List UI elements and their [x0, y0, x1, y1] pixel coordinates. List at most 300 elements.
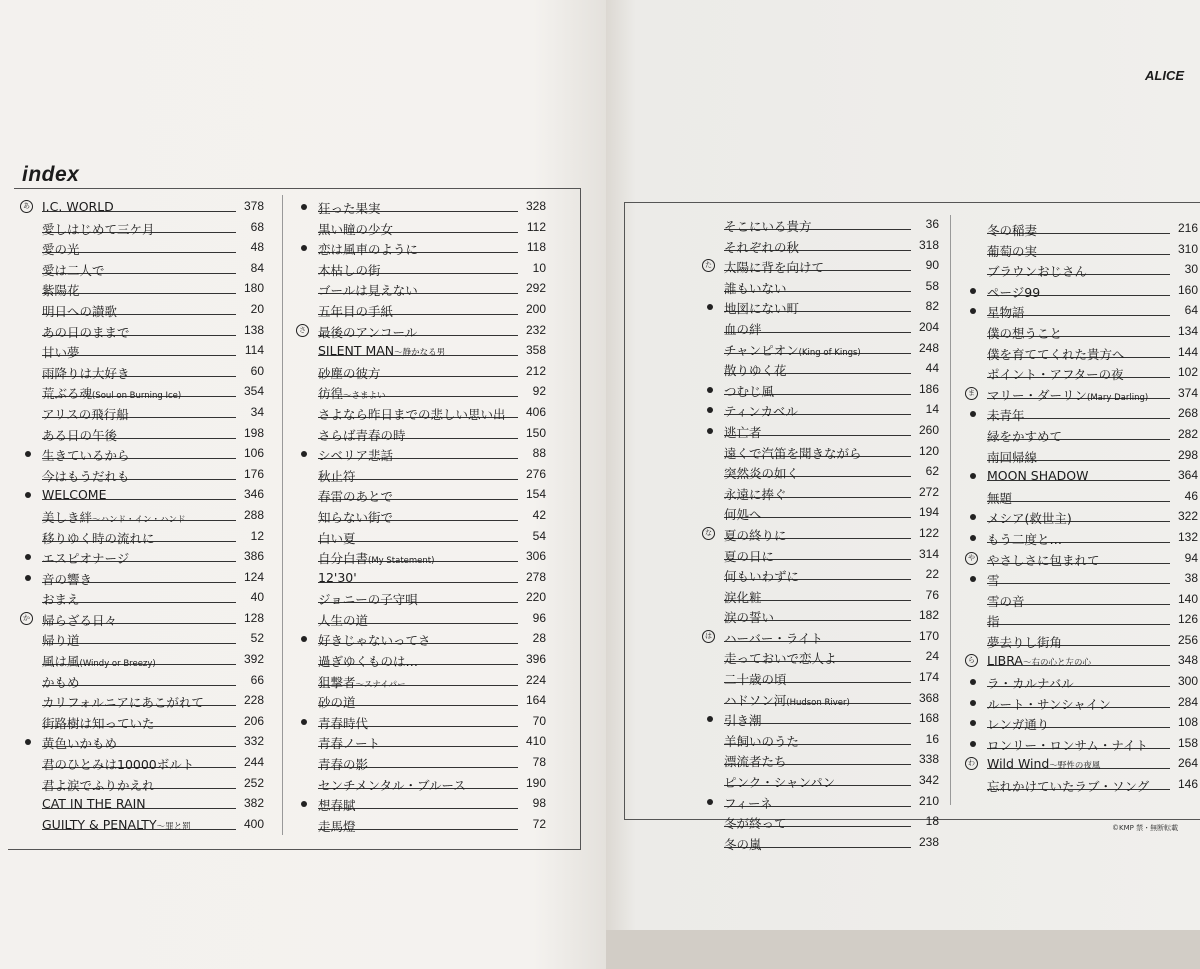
- index-entry: [987, 363, 1198, 384]
- song-title-main: アリスの飛行船: [42, 406, 129, 422]
- song-title: [42, 631, 83, 649]
- page-number: 144: [1177, 344, 1198, 359]
- index-entry: [42, 568, 264, 589]
- song-title-main: Wild Wind: [987, 756, 1050, 772]
- song-title: [318, 405, 509, 423]
- page-number: 30: [1184, 262, 1198, 277]
- index-entry: [987, 240, 1198, 261]
- index-entry: [987, 404, 1198, 425]
- bullet-dot-icon: [970, 288, 976, 294]
- song-title-main: 知らない街で: [318, 509, 394, 525]
- index-entry: [318, 300, 546, 321]
- song-title-main: メシア(救世主): [987, 511, 1072, 527]
- index-entry: [42, 485, 264, 506]
- song-title: [42, 549, 132, 567]
- index-entry: [724, 215, 939, 236]
- index-entry: [42, 506, 264, 527]
- page-number: 150: [525, 425, 546, 440]
- song-title-main: エスピオナージ: [42, 551, 130, 567]
- song-title-main: 羊飼いのうた: [724, 733, 800, 749]
- song-title-main: 走馬燈: [318, 818, 356, 834]
- song-title: [42, 570, 95, 588]
- song-title-main: 紫陽花: [42, 283, 80, 299]
- song-title-main: 春雷のあとで: [318, 489, 394, 505]
- song-title-main: 今はもうだれも: [42, 468, 130, 484]
- song-subtitle: (King of Kings): [798, 347, 861, 358]
- song-title: [987, 242, 1040, 260]
- song-title: [987, 633, 1065, 651]
- song-title: [318, 714, 371, 732]
- page-number: 406: [525, 404, 546, 419]
- song-title-main: 冬が終って: [724, 816, 787, 832]
- page-number: 216: [1177, 221, 1198, 235]
- song-title: [318, 240, 421, 258]
- page-number: 40: [250, 590, 264, 605]
- index-entry: [987, 343, 1198, 364]
- song-title: [724, 505, 765, 523]
- song-title-main: 明日への讃歌: [42, 303, 118, 319]
- index-entry: [318, 465, 546, 486]
- page-number: 102: [1177, 365, 1198, 380]
- song-title-main: 愛しはじめて三ケ月: [42, 221, 155, 237]
- song-title-main: SILENT MAN: [318, 343, 395, 359]
- index-entry: [987, 260, 1198, 281]
- song-title-main: 音の響き: [42, 571, 93, 587]
- index-entry: [42, 341, 264, 362]
- song-title-main: 二十歳の頃: [724, 672, 787, 688]
- song-title-main: ピンク・シャンパン: [724, 775, 836, 791]
- index-entry: [724, 339, 939, 360]
- song-title-main: 無題: [987, 490, 1013, 506]
- index-entry: [42, 238, 264, 259]
- page-number: 252: [243, 775, 264, 790]
- index-entry: [987, 425, 1198, 446]
- song-title-main: ハドソン河: [724, 692, 787, 708]
- index-column-4: [968, 219, 1198, 796]
- page-number: 84: [250, 260, 264, 275]
- song-title: [724, 649, 840, 667]
- song-title-main: そこにいる貴方: [724, 219, 812, 234]
- song-title: [42, 199, 117, 214]
- index-entry: [987, 713, 1198, 734]
- song-title: [724, 341, 864, 359]
- index-entry: [724, 380, 939, 401]
- song-title-main: つむじ風: [724, 383, 775, 399]
- index-entry: [318, 527, 546, 548]
- index-entry: [318, 424, 546, 445]
- section-marker: た: [702, 259, 715, 272]
- song-title: [987, 324, 1065, 342]
- song-title-main: 愛は二人で: [42, 262, 105, 278]
- song-subtitle: 〜静かなる男: [394, 348, 446, 359]
- page-number: 12: [250, 528, 264, 543]
- bullet-dot-icon: [970, 700, 976, 706]
- page-number: 186: [918, 381, 939, 396]
- song-title-main: さよなら昨日までの悲しい思い出: [318, 406, 506, 422]
- song-title-main: 狂った果実: [318, 201, 381, 216]
- song-title: [318, 673, 409, 691]
- index-entry: [724, 792, 939, 813]
- song-title-main: センチメンタル・ブルース: [318, 777, 466, 793]
- page-number: 248: [918, 340, 939, 355]
- song-title-main: 緑をかすめて: [987, 428, 1063, 444]
- song-title: [42, 487, 109, 502]
- page-number: 276: [525, 466, 546, 481]
- song-title: [724, 464, 802, 482]
- song-title-main: 美しき絆: [42, 509, 93, 525]
- page-number: 180: [243, 281, 264, 296]
- index-column-2: [299, 197, 546, 835]
- song-title: [318, 570, 360, 585]
- song-title: [318, 755, 371, 773]
- song-title: [318, 693, 359, 711]
- song-title-main: 想春賦: [318, 798, 356, 814]
- page-number: 126: [1177, 612, 1198, 627]
- song-title: [318, 652, 421, 670]
- song-title-main: ロンリー・ロンサム・ナイト: [987, 737, 1149, 753]
- index-entry: [42, 527, 264, 548]
- song-title-main: 砂の道: [318, 695, 356, 711]
- song-title: [318, 776, 469, 794]
- index-entry: [724, 730, 939, 751]
- page-number: 310: [1177, 241, 1198, 256]
- page-number: 76: [925, 587, 939, 602]
- song-subtitle: 〜右の心と左の心: [1022, 658, 1091, 669]
- page-number: 128: [243, 610, 264, 625]
- song-title-main: フィーネ: [724, 795, 773, 811]
- song-title: [987, 406, 1028, 424]
- song-title: [724, 382, 777, 400]
- page-number: 98: [532, 796, 546, 811]
- page-number: 400: [243, 816, 264, 831]
- index-entry: [42, 465, 264, 486]
- song-title-main: 葡萄の実: [987, 243, 1038, 259]
- song-title: [724, 320, 765, 338]
- page-number: 58: [925, 278, 939, 293]
- song-title: [42, 261, 108, 279]
- song-title-main: 漂流者たち: [724, 754, 787, 770]
- song-title-main: ポイント・アフターの夜: [987, 367, 1124, 383]
- song-title-main: 人生の道: [318, 612, 369, 628]
- index-entry: [42, 259, 264, 280]
- song-title-main: 君のひとみは10000ボルト: [42, 757, 195, 773]
- song-title: [724, 608, 777, 626]
- song-title: [987, 612, 1003, 630]
- index-entry: [23, 609, 264, 630]
- page-number: 190: [525, 775, 546, 790]
- song-title: [987, 551, 1103, 569]
- page-number: 88: [532, 446, 546, 461]
- page-number: 284: [1177, 694, 1198, 709]
- song-subtitle: 〜スナイパー: [355, 679, 406, 690]
- page-number: 62: [925, 464, 939, 479]
- index-column-1: [23, 197, 264, 835]
- index-entry: [705, 256, 939, 277]
- song-title: [724, 732, 802, 750]
- page-number: 154: [525, 487, 546, 502]
- page-number: 232: [525, 322, 546, 337]
- song-title-main: 生きているから: [42, 448, 130, 464]
- song-title-main: マリー・ダーリン: [987, 387, 1088, 403]
- left-top-rule: [14, 188, 580, 189]
- page-number: 392: [243, 652, 264, 667]
- index-entry: [42, 712, 264, 733]
- song-subtitle: (Soul on Burning Ice): [92, 391, 182, 402]
- song-title: [318, 364, 384, 382]
- song-title: [318, 467, 359, 485]
- song-title: [724, 547, 777, 565]
- song-title-main: レンガ通り: [987, 717, 1050, 733]
- section-marker: な: [702, 527, 715, 540]
- index-entry: [42, 547, 264, 568]
- song-title: [987, 365, 1127, 383]
- index-entry: [318, 506, 546, 527]
- song-title-main: 白い夏: [318, 530, 356, 546]
- page-number: 10: [532, 260, 546, 275]
- song-title-main: 遠くで汽笛を聞きながら: [724, 445, 862, 461]
- song-title: [42, 529, 158, 547]
- index-entry: [318, 588, 546, 609]
- index-entry: [987, 590, 1198, 611]
- page-number: 224: [525, 672, 546, 687]
- song-title: [987, 283, 1043, 301]
- page-number: 256: [1177, 632, 1198, 647]
- index-entry: [724, 277, 939, 298]
- section-marker: さ: [296, 324, 309, 337]
- page-number: 170: [918, 628, 939, 643]
- page-number: 300: [1177, 674, 1198, 689]
- index-entry: [42, 382, 264, 403]
- index-entry: [987, 693, 1198, 714]
- page-number: 90: [925, 258, 939, 273]
- index-entry: [318, 691, 546, 712]
- page-number: 72: [532, 816, 546, 831]
- song-title: [318, 796, 359, 814]
- index-entry: [724, 565, 939, 586]
- song-title-main: 地図にない町: [724, 301, 800, 317]
- song-title: [42, 302, 120, 320]
- page-number: 346: [243, 487, 264, 502]
- page-number: 140: [1177, 591, 1198, 606]
- page-number: 396: [525, 652, 546, 667]
- page-number: 386: [243, 549, 264, 564]
- song-title: [724, 794, 775, 812]
- page-number: 298: [1177, 447, 1198, 462]
- index-entry: [318, 259, 546, 280]
- index-entry: [318, 609, 546, 630]
- song-title: [42, 796, 149, 811]
- song-title-main: 雨降りは大好き: [42, 365, 130, 381]
- song-title: [724, 217, 815, 235]
- song-title: [318, 281, 421, 299]
- song-title: [42, 776, 158, 794]
- song-title: [318, 261, 384, 279]
- page-number: 198: [243, 425, 264, 440]
- page-number: 328: [525, 199, 546, 213]
- song-title-main: 最後のアンコール: [318, 324, 418, 340]
- index-entry: [705, 627, 939, 648]
- index-entry: [23, 197, 264, 218]
- index-entry: [987, 322, 1198, 343]
- song-title: [987, 345, 1128, 363]
- song-title: [42, 467, 133, 485]
- page-number: 92: [532, 384, 546, 399]
- left-column-divider: [282, 195, 283, 835]
- song-title: [724, 629, 826, 647]
- page-number: 200: [525, 301, 546, 316]
- song-title-main: 忘れかけていたラブ・ソング: [987, 779, 1150, 795]
- song-title: [318, 611, 371, 629]
- page-number: 28: [532, 631, 546, 646]
- page-number: 410: [525, 734, 546, 749]
- page-number: 70: [532, 713, 546, 728]
- index-entry: [724, 462, 939, 483]
- song-title-main: 12'30': [318, 569, 357, 585]
- song-title: [318, 220, 396, 238]
- song-title: [42, 446, 133, 464]
- song-title-main: おまえ: [42, 592, 80, 608]
- index-entry: [968, 651, 1198, 672]
- index-entry: [724, 483, 939, 504]
- song-title: [318, 508, 396, 526]
- song-title: [724, 402, 801, 420]
- index-entry: [724, 236, 939, 257]
- song-title-main: 夢去りし街角: [987, 634, 1063, 650]
- page-number: 22: [925, 567, 939, 582]
- song-title: [318, 734, 383, 752]
- song-title: [987, 592, 1028, 610]
- page-number: 322: [1177, 509, 1198, 524]
- page-number: 122: [918, 525, 939, 540]
- index-entry: [318, 547, 546, 568]
- index-entry: [42, 794, 264, 815]
- song-title: [724, 814, 790, 832]
- page-number: 278: [525, 569, 546, 584]
- song-title: [318, 529, 359, 547]
- section-marker: あ: [20, 200, 33, 213]
- song-title: [724, 835, 765, 853]
- index-entry: [299, 321, 546, 342]
- bullet-dot-icon: [707, 799, 713, 805]
- song-title: [42, 734, 120, 752]
- page-number: 124: [243, 569, 264, 584]
- song-title: [724, 423, 765, 441]
- index-entry: [42, 424, 264, 445]
- page-number: 348: [1177, 653, 1198, 668]
- song-title-main: ルート・サンシャイン: [987, 696, 1111, 712]
- index-entry: [987, 569, 1198, 590]
- song-title: [724, 485, 790, 503]
- song-title: [987, 571, 1003, 589]
- index-entry: [987, 610, 1198, 631]
- right-top-rule: [624, 202, 1200, 203]
- index-entry: [318, 197, 546, 218]
- song-title-main: MOON SHADOW: [987, 468, 1089, 484]
- page-number: 220: [525, 590, 546, 605]
- page-number: 282: [1177, 426, 1198, 441]
- song-title-main: 黄色いかもめ: [42, 736, 118, 752]
- song-title: [987, 509, 1075, 527]
- song-title-main: 街路樹は知っていた: [42, 715, 155, 731]
- page-number: 52: [250, 631, 264, 646]
- song-title: [724, 773, 838, 791]
- page-number: 96: [532, 610, 546, 625]
- song-title: [724, 299, 802, 317]
- song-title-main: それぞれの秋: [724, 239, 800, 255]
- song-title-main: 誰もいない: [724, 280, 787, 296]
- page-number: 378: [243, 199, 264, 213]
- song-title: [318, 343, 448, 358]
- song-title: [724, 444, 865, 462]
- page-number: 268: [1177, 406, 1198, 421]
- song-title-main: 荒ぶる魂: [42, 386, 93, 402]
- song-title-main: 自分白書: [318, 551, 369, 567]
- index-entry: [987, 281, 1198, 302]
- index-title: index: [22, 163, 80, 186]
- song-title: [987, 221, 1040, 239]
- song-title-main: ゴールは見えない: [318, 283, 418, 299]
- section-marker: わ: [965, 757, 978, 770]
- song-title-main: 過ぎゆくものは…: [318, 654, 419, 670]
- page-number: 204: [918, 319, 939, 334]
- song-title: [724, 691, 853, 709]
- index-entry: [724, 421, 939, 442]
- song-title: [318, 302, 396, 320]
- song-title-main: 冬の嵐: [724, 836, 762, 852]
- index-entry: [318, 444, 546, 465]
- song-title: [724, 238, 802, 256]
- song-title: [724, 711, 765, 729]
- page-number: 44: [925, 361, 939, 376]
- song-title: [318, 384, 389, 402]
- index-entry: [42, 362, 264, 383]
- page-number: 374: [1177, 385, 1198, 400]
- index-entry: [42, 753, 264, 774]
- song-subtitle: 〜ハンド・イン・ハンド: [92, 514, 186, 525]
- section-marker: や: [965, 552, 978, 565]
- song-title: [42, 693, 207, 711]
- page-number: 260: [918, 422, 939, 437]
- song-title-main: LIBRA: [987, 653, 1023, 669]
- song-title: [318, 323, 420, 341]
- song-title-main: 砂塵の彼方: [318, 365, 381, 381]
- page-number: 160: [1177, 282, 1198, 297]
- page-number: 42: [532, 507, 546, 522]
- song-title-main: 狙撃者: [318, 674, 356, 690]
- song-title: [42, 755, 197, 773]
- page-number: 94: [1184, 550, 1198, 565]
- index-entry: [724, 709, 939, 730]
- song-title: [987, 386, 1151, 404]
- song-title: [987, 448, 1040, 466]
- song-subtitle: (Hudson River): [786, 697, 850, 708]
- index-entry: [724, 400, 939, 421]
- leader-line: [987, 624, 1170, 625]
- index-entry: [42, 774, 264, 795]
- song-title: [42, 384, 184, 402]
- song-title: [42, 652, 159, 670]
- song-title-main: あの日のままで: [42, 324, 130, 340]
- index-entry: [318, 403, 546, 424]
- index-entry: [724, 668, 939, 689]
- page-number: 146: [1177, 777, 1198, 792]
- song-title: [724, 752, 790, 770]
- song-title: [42, 405, 132, 423]
- page-number: 364: [1177, 468, 1198, 483]
- song-title-main: シベリア悲話: [318, 448, 394, 464]
- song-title: [318, 446, 396, 464]
- index-entry: [42, 588, 264, 609]
